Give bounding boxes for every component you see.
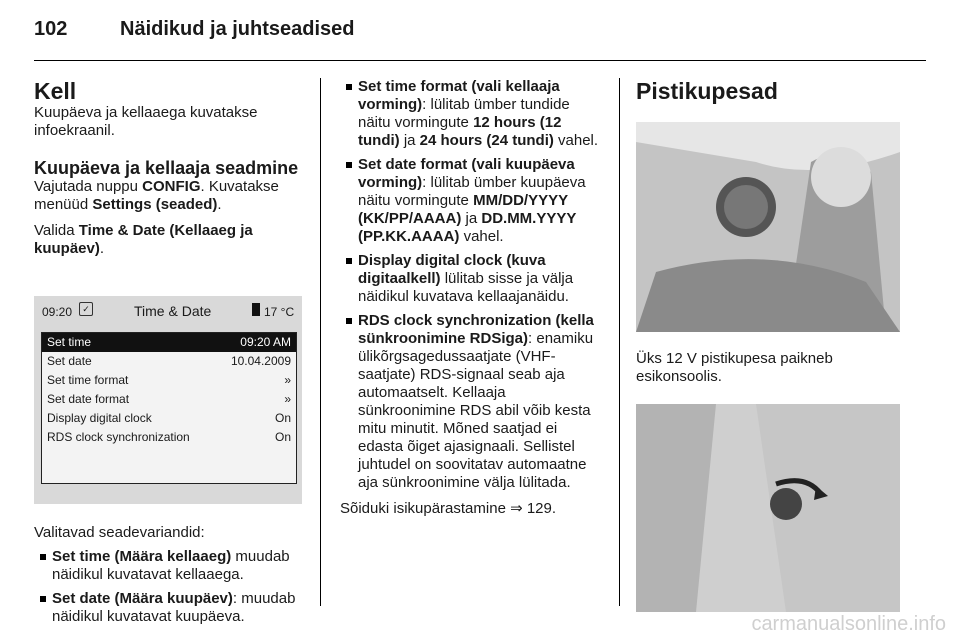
page-number: 102 (34, 18, 68, 40)
screen-status-bar (34, 296, 302, 324)
menu-row-set-date (42, 352, 296, 371)
menu-row-rds-clock-sync (42, 428, 296, 447)
time-date-screen-image (34, 296, 302, 504)
text: Sõiduki isikupärastamine (340, 500, 511, 517)
item-text: vahel. (459, 228, 504, 245)
item-bold: Set time format (vali kellaaja vorming) (358, 78, 560, 113)
clock-intro: Kuupäeva ja kellaaega kuvatakse infoekraanil. (34, 104, 258, 139)
item-bold: Display digital clock (kuva digitaalkell) (358, 252, 546, 287)
text: . (99, 240, 105, 257)
column-formats (340, 78, 602, 518)
row-value: On (274, 430, 291, 444)
bullet-icon (346, 84, 352, 90)
row-value: On (274, 411, 291, 425)
clock-heading: Kell (34, 78, 77, 104)
item-bold: Set date (Määra kuupäev) (52, 590, 233, 607)
item-text: vahel. (553, 132, 599, 149)
screen-menu (41, 332, 297, 484)
list-item (34, 590, 302, 626)
page-header (0, 0, 960, 60)
chevron-right-icon: » (284, 392, 291, 406)
socket-photo (636, 122, 900, 332)
clock-icon: ✓ (79, 302, 93, 316)
text: Vajutada nuppu (34, 178, 143, 195)
config-paragraph (34, 178, 302, 214)
row-label: Set time (47, 335, 92, 349)
bullet-icon (40, 554, 46, 560)
config-button-ref: CONFIG (142, 178, 201, 195)
item-text: : muudab näidikul kuvatavat kuupäeva. (52, 590, 296, 625)
column-sockets (636, 78, 900, 612)
socket-cover-photo (636, 404, 900, 612)
chevron-right-icon: » (284, 373, 291, 387)
column-clock (34, 78, 302, 626)
bullet-icon (346, 258, 352, 264)
row-value: 09:20 AM (240, 335, 291, 349)
watermark: carmanualsonline.info (751, 613, 946, 635)
item-text: : lülitab ümber kuupäeva näitu vormingute (358, 174, 586, 209)
console-socket-illustration (636, 122, 900, 332)
bullet-icon (40, 596, 46, 602)
screen-time: 09:20 (42, 305, 73, 319)
list-item (340, 312, 602, 492)
sockets-heading: Pistikupesad (636, 78, 778, 104)
bullet-icon (346, 318, 352, 324)
row-label: Set time format (47, 373, 129, 387)
cross-reference (340, 500, 602, 518)
text: . (217, 196, 222, 213)
format-list (340, 78, 602, 492)
column-divider-1 (320, 78, 321, 606)
list-item (34, 548, 302, 584)
time-date-ref: Time & Date (Kellaaeg ja kuupäev) (34, 222, 253, 257)
row-label: Display digital clock (47, 411, 152, 425)
list-item (340, 78, 602, 150)
text: Valida (34, 222, 79, 239)
row-label: RDS clock synchronization (47, 430, 190, 444)
item-text: : enamiku ülikõrgsagedussaatjate (VHF-saatjate) RDS-signaal seab aja automaatselt. Kellaaja sünkroonimine RDS abil võib kesta mitu minutit. Mõned saatjad ei edasta õiget ajasignaali. Sellistel juhtudel on soovitatav automaatne aja sünkroonimine välja lülitada. (358, 330, 594, 491)
row-label: Set date (47, 354, 92, 368)
menu-row-set-time-format (42, 371, 296, 390)
menu-row-set-time (42, 333, 296, 352)
page-link[interactable]: 129. (522, 500, 557, 517)
item-bold: 12 hours (12 tundi) (358, 114, 562, 149)
item-bold: RDS clock synchronization (kella sünkroonimine RDSiga) (358, 312, 594, 347)
item-bold: Set time (Määra kellaaeg) (52, 548, 232, 565)
item-text: : lülitab ümber tundide näitu vormingute (358, 96, 570, 131)
item-text: muudab näidikul kuvatavat kellaaega. (52, 548, 290, 583)
variants-label: Valitavad seadevariandid: (34, 524, 205, 541)
item-bold: MM/DD/YYYY (KK/PP/AAAA) (358, 192, 568, 227)
phone-icon (252, 303, 260, 316)
arrow-icon: ⇒ (510, 500, 523, 517)
item-bold: Set date format (vali kuupäeva vorming) (358, 156, 575, 191)
bullet-icon (346, 162, 352, 168)
header-divider (34, 60, 926, 61)
select-paragraph (34, 222, 302, 258)
list-item (340, 252, 602, 306)
row-value: 10.04.2009 (230, 354, 291, 368)
variants-list (34, 548, 302, 626)
column-divider-2 (619, 78, 620, 606)
settings-ref: Settings (seaded) (92, 196, 218, 213)
item-text: ja (399, 132, 420, 149)
item-text: ja (461, 210, 482, 227)
screen-temperature: 17 °C (264, 305, 295, 319)
text: . Kuvatakse menüüd (34, 178, 279, 213)
socket-caption: Üks 12 V pistikupesa paikneb esikonsoolis. (636, 350, 833, 385)
date-time-subheading: Kuupäeva ja kellaaja seadmine (34, 158, 299, 178)
item-bold: 24 hours (24 tundi) (419, 132, 554, 149)
list-item (340, 156, 602, 246)
section-title: Näidikud ja juhtseadised (120, 18, 355, 40)
item-text: lülitab sisse ja välja näidikul kuvatava kellaajanäidu. (358, 270, 574, 305)
screen-title: Time & Date (134, 303, 212, 319)
socket-cover-illustration (636, 404, 900, 612)
item-bold: DD.MM.YYYY (PP.KK.AAAA) (358, 210, 577, 245)
menu-row-set-date-format (42, 390, 296, 409)
row-label: Set date format (47, 392, 130, 406)
menu-row-display-digital-clock (42, 409, 296, 428)
